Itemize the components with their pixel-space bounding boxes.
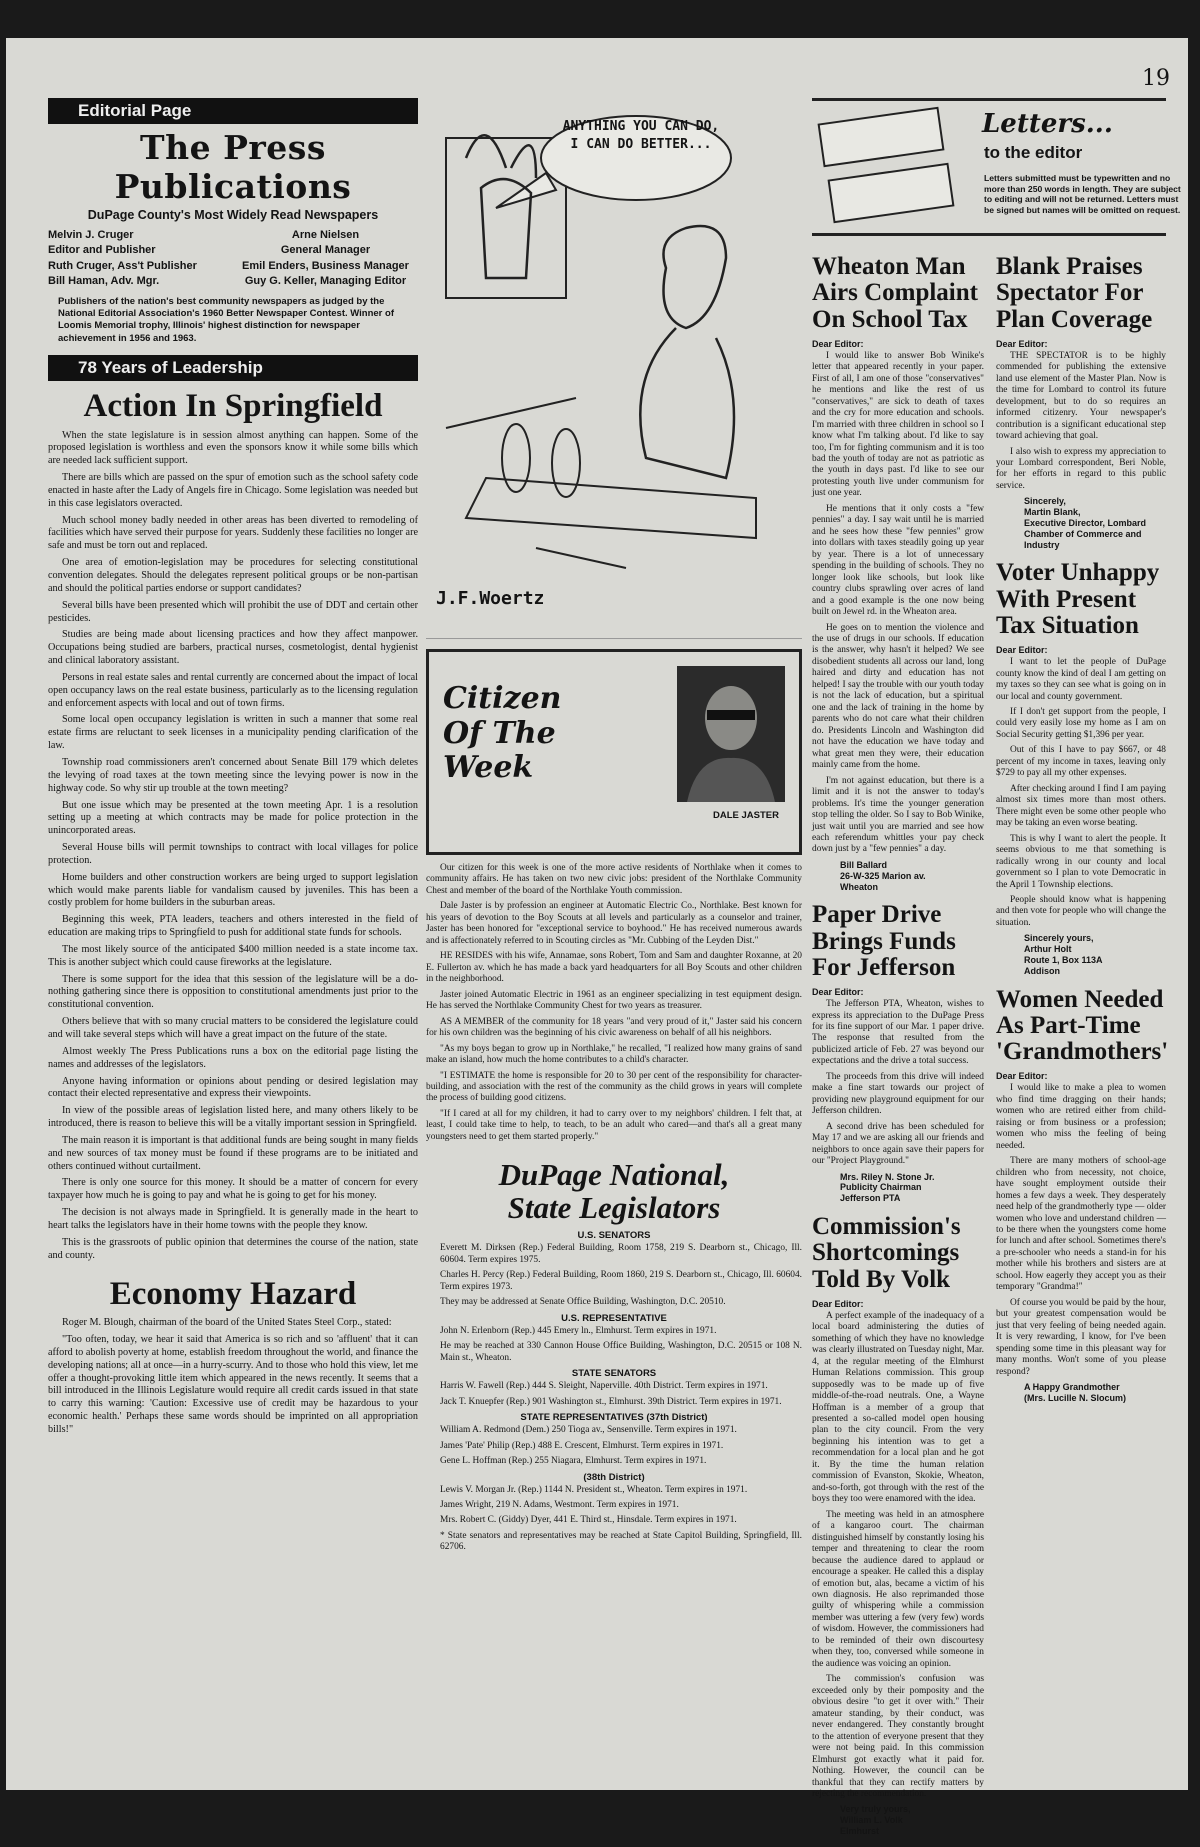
paragraph: I would like to answer Bob Winike's letter that appeared recently in your paper. First of all, I am one of those "conservatives" he mentions and like the rest of us "conservatives," are sick to death of taxes and the cry for more education and schools. I'm married with three children in school so I know what I'm talking about. I'd like to say too, I'm for fighting communism and it is too bad the youth of today are not as patriotic as the youth in days past. I'd like to see our protesting youth live under communism for just one year.	[812, 350, 984, 499]
economy-headline: Economy Hazard	[109, 1275, 357, 1312]
letters-column-right	[996, 246, 1169, 1414]
legislators-section-heading: STATE SENATORS	[571, 1368, 657, 1380]
signature-line: Wheaton	[840, 881, 878, 892]
staff-right	[233, 228, 418, 290]
letter-body	[996, 351, 1166, 493]
paragraph: The proceeds from this drive will indeed make a fine start towards our project of providing new playground equipment for our Jefferson children.	[812, 1071, 984, 1117]
citizen-title	[443, 682, 561, 786]
letters-subtitle: to the editor	[984, 143, 1083, 162]
legislators-list	[426, 1230, 802, 1553]
tagline: DuPage County's Most Widely Read Newspapers	[87, 208, 379, 222]
letter-headline: Blank Praises Spectator For Plan Coverage	[996, 253, 1153, 333]
staff-line: Editor and Publisher	[48, 244, 156, 257]
paragraph: The commission's confusion was exceeded only by their pomposity and the obvious desire "to get it over with." Their amateur standing, by their conduct, was never endangered. They constantly brought to the attention of everyone present that they were not being paid. In this commission Elmhurst got exactly what it paid for. Nothing. However, the council can be thankful that they can rectify matters by rejecting the recommendation.	[812, 1674, 984, 1799]
paragraph: John N. Erlenborn (Rep.) 445 Emery ln., Elmhurst. Term expires in 1971.	[440, 1325, 717, 1336]
citizen-article	[426, 863, 802, 1143]
letters-header	[812, 98, 1181, 236]
springfield-headline: Action In Springfield	[83, 387, 383, 424]
paragraph: Beginning this week, PTA leaders, teachers and others interested in the field of education are making trips to Springfield to push for additional state funds for schools.	[48, 914, 418, 939]
paragraph: Charles H. Percy (Rep.) Federal Building, Room 1860, 219 S. Dearborn st., Chicago, Ill. 60604. Term expires 1973.	[440, 1270, 802, 1292]
paragraph: "Too often, today, we hear it said that America is so rich and so 'affluent' that it can afford to abolish poverty at home, establish freedom throughout the world, and finance the developing nations; all at once—in a hurry-scurry. And to those who hold this view, let me offer a thought-provoking little item which appeared in the news recently. It seems that a bill introduced in the Illinois Legislature would require all credit cards issued in that state to carry this warning: 'Caution: Excessive use of credit may be hazardous to your economic health.' Perhaps these same words should be imprinted on all appropriation bills!"	[48, 1334, 418, 1435]
paragraph: In view of the possible areas of legislation listed here, and many others likely to be introduced, there is reason to believe this will be a vitally important session in Springfield.	[48, 1105, 418, 1130]
paragraph: Others believe that with so many crucial matters to be considered the legislature could and will take several steps which will have a great impact on the future of the state.	[48, 1016, 418, 1041]
letter-headline: Paper Drive Brings Funds For Jefferson	[812, 901, 956, 981]
letters-column-left	[812, 246, 984, 1847]
paragraph: Lewis V. Morgan Jr. (Rep.) 1144 N. President st., Wheaton. Term expires in 1971.	[440, 1484, 748, 1495]
letter	[996, 560, 1166, 976]
paragraph: Anyone having information or opinions about pending or desired legislation may contact their elected representative and express their viewpoints.	[48, 1075, 418, 1100]
paragraph: William A. Redmond (Dem.) 250 Tioga av., Sensenville. Term expires in 1971.	[440, 1425, 737, 1436]
signature-line: Mrs. Riley N. Stone Jr.	[840, 1171, 935, 1182]
paragraph: Much school money badly needed in other areas has been diverted to remodeling of facilities which have served their purpose for years. Suddenly these facilities no longer are safe and must be torn out and replaced.	[48, 514, 418, 552]
paragraph: HE RESIDES with his wife, Annamae, sons Robert, Tom and Sam and daughter Roxanne, at 20 E. Fullerton av. which he has made a back yard headquarters for all Boy Scouts and other children in the neighborhood.	[426, 951, 802, 985]
paragraph: Township road commissioners aren't concerned about Senate Bill 179 which deletes the levying of road taxes at the town meeting since the levying power is now in the highway code. So why stir up trouble at the town meeting?	[48, 756, 418, 794]
paragraph: A second drive has been scheduled for May 17 and we are asking all our friends and neighbors to once again save their papers for our "Project Playground."	[812, 1121, 984, 1167]
cartoon-signature: J.F.Woertz	[436, 588, 545, 609]
paragraph: This is why I want to alert the people. It seems obvious to me that something is radically wrong in our county and local government so I plan to vote Democratic in the April 1 Township elections.	[996, 833, 1166, 890]
paragraph: Almost weekly The Press Publications runs a box on the editorial page listing the names and addresses of the legislators.	[48, 1045, 418, 1070]
paragraph: There is some support for the idea that this session of the legislature will be a do-nothing gathering since there is opposition to constitutional amendments just prior to the constitutional convention.	[48, 973, 418, 1011]
letter-body	[812, 351, 984, 856]
paragraph: This is the grassroots of public opinion that determines the course of the nation, state and county.	[48, 1236, 418, 1261]
paragraph: But one issue which may be presented at the town meeting Apr. 1 is a resolution setting up a meeting at which contracts may be made for police protection in the unincorporated areas.	[48, 799, 418, 837]
paragraph: After checking around I find I am paying almost six times more than most others. There might even be some other people who may be taking an even worse beating.	[996, 783, 1166, 829]
letter	[996, 254, 1166, 550]
page-number: 19	[1142, 66, 1170, 91]
signature-line: 26-W-325 Marion av.	[840, 870, 926, 881]
citizen-title-line: Citizen	[443, 681, 562, 716]
letter-salutation: Dear Editor:	[812, 987, 864, 998]
letter-signature	[840, 860, 984, 892]
signature-line: William L. Volk	[840, 1815, 903, 1826]
paragraph: There are bills which are passed on the spur of emotion such as the school safety code enacted in haste after the Lady of Angels fire in Chicago. Some legislation was needed but in this case legislators overacted.	[48, 472, 418, 509]
signature-line: Elmhurst	[840, 1826, 880, 1837]
legislators-title-line: State Legislators	[507, 1189, 721, 1225]
signature-line: Arthur Holt	[1024, 944, 1072, 955]
paragraph: The Jefferson PTA, Wheaton, wishes to express its appreciation to the DuPage Press for its fine support of our Mar. 1 paper drive. The response that resulted from the publicized article of Feb. 27 was beyond our expectations and the drive a total success.	[812, 999, 984, 1067]
staff-line: Guy G. Keller, Managing Editor	[244, 275, 407, 288]
paragraph: I'm not against education, but there is a limit and it is not the answer to today's problems. It's time the younger generation stop telling the older. So I say to Bob Winike, just wait until you are married and see how each referendum whittles your pay check down just by a "few pennies" a day.	[812, 775, 984, 855]
envelope-icon	[828, 163, 955, 224]
legislators-section-heading: U.S. REPRESENTATIVE	[561, 1312, 667, 1324]
paragraph: There is only one source for this money. It should be a matter of concern for every taxpayer how much he is going to pay and what he is going to get for his money.	[48, 1177, 418, 1202]
signature-line: Sincerely,	[1024, 496, 1066, 507]
staff-line: Melvin J. Cruger	[48, 229, 134, 241]
staff-line: Arne Nielsen	[291, 229, 360, 241]
publisher-blurb: Publishers of the nation's best community newspapers as judged by the National Editorial Association's 1960 Better Newspaper Contest. Winner of Loomis Memorial trophy, Illinois' highest distinction for newspaper achievement in 1956 and 1963.	[58, 295, 394, 344]
letter-salutation: Dear Editor:	[996, 338, 1048, 349]
paragraph: They may be addressed at Senate Office Building, Washington, D.C. 20510.	[440, 1297, 726, 1308]
paragraph: Jaster joined Automatic Electric in 1961 as an engineer specializing in test equipment design. He has served the Northlake Community Chest for two years as treasurer.	[426, 989, 802, 1012]
paragraph: Out of this I have to pay $667, or 48 percent of my income in taxes, leaving only $729 to pay all my other expenses.	[996, 745, 1166, 779]
letters-note: Letters submitted must be typewritten and no more than 250 words in length. They are subject to editing and will not be returned. Letters must be signed but names will be omitted on request.	[984, 173, 1181, 216]
letter-headline: Commission's Shortcomings Told By Volk	[812, 1213, 961, 1293]
legislators-section-heading: (38th District)	[583, 1471, 645, 1483]
letter-headline: Voter Unhappy With Present Tax Situation	[996, 559, 1160, 639]
paragraph: Home builders and other construction workers are being urged to support legislation which would make parents liable for vandalism caused by juveniles. This has been a costly problem for home builders in the suburban areas.	[48, 871, 418, 909]
paragraph: James Wright, 219 N. Adams, Westmont. Term expires in 1971.	[440, 1499, 679, 1510]
paragraph: Several House bills will permit townships to contract with local villages for police protection.	[48, 842, 418, 866]
paragraph: AS A MEMBER of the community for 18 years "and very proud of it," Jaster said his concern for his own children was the beginning of his civic awareness on behalf of all his neighbors.	[426, 1016, 802, 1039]
paragraph: He may be reached at 330 Cannon House Office Building, Washington, D.C. 20515 or 108 N. Main st., Wheaton.	[440, 1341, 802, 1363]
paragraph: The main reason it is important is that additional funds are being sought in many fields and new sources of tax money must be found if these programs are to be initiated and others continued without curtailment.	[48, 1134, 418, 1172]
letter	[996, 985, 1169, 1404]
paragraph: I want to let the people of DuPage county know the kind of deal I am getting on my taxes so they can see what is going on in our local and county government.	[996, 657, 1166, 702]
paragraph: Mrs. Robert C. (Giddy) Dyer, 441 E. Third st., Hinsdale. Term expires in 1971.	[440, 1515, 737, 1526]
paragraph: The meeting was held in an atmosphere of a kangaroo court. The chairman distinguished himself by constantly losing his temper and threatening to clear the room because the audience dared to applaud or encourage a speaker. He called this a display of emotion but, alas, became a victim of his own diagnosis. He also reprimanded those guilty of whispering while a commission member was uttering a few (very few) words of wisdom. However, the commissioners had to be reminded of their own discourtesy when they, too, conversed while someone in the audience was voicing an opinion.	[812, 1509, 984, 1669]
paragraph: The most likely source of the anticipated $400 million needed is a state income tax. This is another subject which could cause fireworks at the legislature.	[48, 943, 418, 968]
signature-line: Bill Ballard	[840, 859, 888, 870]
staff-line: Ruth Cruger, Ass't Publisher	[48, 259, 197, 272]
letter-salutation: Dear Editor:	[812, 338, 864, 349]
letter-signature	[1024, 496, 1166, 550]
signature-line: Sincerely yours,	[1024, 933, 1094, 944]
letters-title: Letters...	[982, 109, 1113, 139]
paragraph: "I ESTIMATE the home is responsible for 20 to 30 per cent of the responsibility for character-building, and association with the rest of the community as the child grows in years will complete the process of building good citizens.	[426, 1070, 802, 1104]
citizen-title-line: Week	[443, 750, 534, 785]
letter-signature	[840, 1804, 984, 1836]
letter-salutation: Dear Editor:	[996, 1071, 1048, 1082]
citizen-of-week-box	[426, 649, 802, 855]
paragraph: Of course you would be paid by the hour, but your greatest compensation would be just that very feeling of being needed again. It is very rewarding, I know, for I've been spending some time in this pleasant way for many months. Won't some of you please respond?	[996, 1297, 1166, 1377]
paragraph: Harris W. Fawell (Rep.) 444 S. Sleight, Naperville. 40th District. Term expires in 1971.	[440, 1381, 768, 1392]
signature-line: Addison	[1024, 965, 1060, 976]
legislators-title	[426, 1159, 802, 1224]
signature-line: Route 1, Box 113A	[1024, 955, 1103, 966]
cartoon-illustration	[426, 98, 802, 638]
paragraph: Jack T. Knuepfer (Rep.) 901 Washington st., Elmhurst. 39th District. Term expires in 1971.	[440, 1396, 782, 1407]
paragraph: THE SPECTATOR is to be highly commended for publishing the extensive land use element of the Master Plan. Now is the time for Lombard to control its future development, but to do so requires an informed citizenry. Your newspaper's contribution is a significant educational step toward achieving that goal.	[996, 350, 1166, 442]
staff-left	[48, 228, 233, 290]
letter-salutation: Dear Editor:	[996, 645, 1048, 656]
economy-article	[48, 1317, 418, 1437]
letter-body	[996, 657, 1166, 929]
letter-salutation: Dear Editor:	[812, 1298, 864, 1309]
letter-body	[812, 1311, 984, 1801]
paragraph: One area of emotion-legislation may be procedures for selecting constitutional convention delegates. Should the delegates represent political groups or be non-partisan and should the political parties endorse or support candidates?	[48, 557, 418, 594]
staff-line: General Manager	[280, 244, 371, 257]
springfield-article	[48, 430, 418, 1263]
paragraph: Some local open occupancy legislation is written in such a manner that some real estate firms are reluctant to seek licenses in a municipality pending clarification of the law.	[48, 714, 418, 752]
letter-body	[996, 1083, 1166, 1378]
signature-line: Jefferson PTA	[840, 1193, 901, 1204]
paragraph: He goes on to mention the violence and the use of drugs in our schools. If education is the answer, why hasn't it helped? We see disobedient students all across our land, long haired and dirty and education has not helped! I say the trouble with our youth today is not the lack of education, but a spiritual one and the lack of training in the home by parents who do not care what their children do. Presidents Lincoln and Washington did not have the education we have today and what great men they were, their education mainly came from the home.	[812, 622, 984, 771]
signature-line: Publicity Chairman	[840, 1182, 922, 1193]
citizen-photo	[677, 666, 785, 802]
paragraph: He mentions that it only costs a "few pennies" a day. I say wait until he is married and he sees how these "few pennies" grow into dollars with taxes steadily going up year by year. There is a lot of unnecessary spending in the building of schools. They no longer look like schools, but look like country clubs sprawling over acres of land and a good example is the one now being built on Jewel rd. in the Wheaton area.	[812, 503, 984, 618]
paragraph: Our citizen for this week is one of the more active residents of Northlake when it comes to community affairs. He has taken on two new civic jobs: president of the Northlake Community Chest and member of the board of the Northlake Youth commission.	[426, 863, 802, 896]
letter-headline: Wheaton Man Airs Complaint On School Tax	[812, 253, 978, 333]
staff-box	[48, 228, 418, 290]
letter	[812, 1214, 984, 1837]
paragraph: James 'Pate' Philip (Rep.) 488 E. Crescent, Elmhurst. Term expires in 1971.	[440, 1440, 724, 1451]
editorial-cartoon	[426, 98, 802, 639]
legislators-section-heading: U.S. SENATORS	[577, 1230, 651, 1242]
leadership-bar: 78 Years of Leadership	[48, 355, 418, 381]
cartoon-balloon-text: ANYTHING YOU CAN DO, I CAN DO BETTER...	[562, 119, 720, 153]
editorial-column	[48, 98, 418, 1441]
paragraph: If I don't get support from the people, I could very easily lose my home as I am on Social Security getting $1,396 per year.	[996, 706, 1166, 740]
paragraph: * State senators and representatives may be reached at State Capitol Building, Springfield, Ill. 62706.	[440, 1530, 802, 1553]
paragraph: "If I cared at all for my children, it had to carry over to my neighbors' children. I felt that, at least, I could take time to help, to teach, to be an adult who cared—and that's all a great many youngsters need to get them started properly."	[426, 1108, 802, 1142]
letters-section	[812, 98, 1181, 1837]
signature-line: A Happy Grandmother	[1024, 1382, 1120, 1393]
paragraph: I also wish to express my appreciation to your Lombard correspondent, Beri Noble, for her efforts in regard to this public service.	[996, 446, 1166, 491]
paragraph: A perfect example of the inadequacy of a local board administering the duties of something of which they have no knowledge was clearly illustrated on Tuesday night, Mar. 4, at the regular meeting of the Elmhurst Human Relations commission. This group supposedly was to be made up of five middle-of-the-road neutrals. One, a Wayne Hoffman is a member of a group that presented a so-called model open housing plan to the city council. From the very beginning his intention was to get a recommendation for a local plan and he got it. By the time the human relation commission of Evanston, Skokie, Wheaton, and-so-forth, got through with the rest of the boys they too were enamored with the idea.	[812, 1310, 984, 1505]
paragraph: The decision is not always made in Springfield. It is generally made in the heart to heart talks the legislators have in their home towns with the people they know.	[48, 1207, 418, 1231]
signature-line: Martin Blank,	[1024, 507, 1081, 518]
paragraph: People should know what is happening and then vote for people who will change the situation.	[996, 895, 1166, 928]
paragraph: Everett M. Dirksen (Rep.) Federal Building, Room 1758, 219 S. Dearborn st., Chicago, Ill. 60604. Term expires 1975.	[440, 1243, 802, 1265]
newspaper-page	[6, 38, 1188, 1837]
signature-line: Very truly yours,	[840, 1804, 911, 1815]
paragraph: Dale Jaster is by profession an engineer at Automatic Electric Co., Northlake. Best known for his years of devotion to the Boy Scouts at all levels and particularly as a counselor and trainer, Jaster has been honored for "exceptional service to boyhood." He has received numerous awards and is affectionately referred to in Scouting circles as "Mr. Cubbing of the Leyden Dist."	[426, 901, 802, 946]
masthead: The Press Publications	[114, 128, 352, 206]
citizen-title-line: Of The	[443, 715, 556, 751]
legislators-title-line: DuPage National,	[498, 1157, 730, 1193]
staff-line: Emil Enders, Business Manager	[242, 259, 409, 272]
paragraph: Persons in real estate sales and rental currently are concerned about the impact of local open occupancy laws on the real estate business, particularly as to the licensing regulation and enforcement aspects with local and out of town firms.	[48, 671, 418, 709]
paragraph: When the state legislature is in session almost anything can happen. Some of the proposed legislation is worthless and even the sponsors know it while some bills which are needed lack sufficient support.	[48, 429, 418, 467]
letter	[812, 254, 984, 892]
letter-signature	[1024, 933, 1166, 976]
envelope-icon	[818, 107, 945, 168]
paragraph: Roger M. Blough, chairman of the board of the United States Steel Corp., stated:	[62, 1317, 392, 1329]
signature-line: (Mrs. Lucille N. Slocum)	[1024, 1392, 1127, 1403]
paragraph: Gene L. Hoffman (Rep.) 255 Niagara, Elmhurst. Term expires in 1971.	[440, 1456, 707, 1467]
paragraph: "As my boys began to grow up in Northlake," he recalled, "I realized how many grains of sand make an island, how much the home contributes to a child's character.	[426, 1043, 802, 1066]
letter-headline: Women Needed As Part-Time 'Grandmothers'	[996, 985, 1169, 1066]
letter	[812, 902, 984, 1204]
staff-line: Bill Haman, Adv. Mgr.	[48, 275, 160, 288]
signature-line: Executive Director, Lombard Chamber of Commerce and Industry	[1024, 517, 1147, 550]
letter-signature	[840, 1172, 984, 1204]
citizen-caption: DALE JASTER	[713, 810, 779, 821]
paragraph: I would like to make a plea to women who find time dragging on their hands; women who are retired either from child-raising or from business or a profession; women who miss the feeling of being needed.	[996, 1083, 1166, 1151]
section-label: Editorial Page	[48, 98, 418, 124]
center-column	[426, 98, 802, 1558]
letter-body	[812, 999, 984, 1168]
paragraph: Studies are being made about licensing practices and how they affect manpower. Occupations being studied are barbers, practical nurses, cosmetologist, dental hygienist and clinical laboratory assistant.	[48, 629, 418, 667]
paragraph: There are many mothers of school-age children who from necessity, not choice, have sought employment outside their homes a few days a week. They desperately need help of the grandmotherly type — older women who love and understand children — to be there when the youngsters come home for lunch and after school. Sometimes there's a pre-schooler who needs a stand-in for his mother while his brothers and sisters are at school. How eagerly they accept you as their temporary "Grandma!"	[996, 1156, 1166, 1293]
paragraph: Several bills have been presented which will prohibit the use of DDT and certain other pesticides.	[48, 599, 418, 624]
letter-signature	[1024, 1382, 1166, 1404]
legislators-section-heading: STATE REPRESENTATIVES (37th District)	[520, 1412, 708, 1424]
